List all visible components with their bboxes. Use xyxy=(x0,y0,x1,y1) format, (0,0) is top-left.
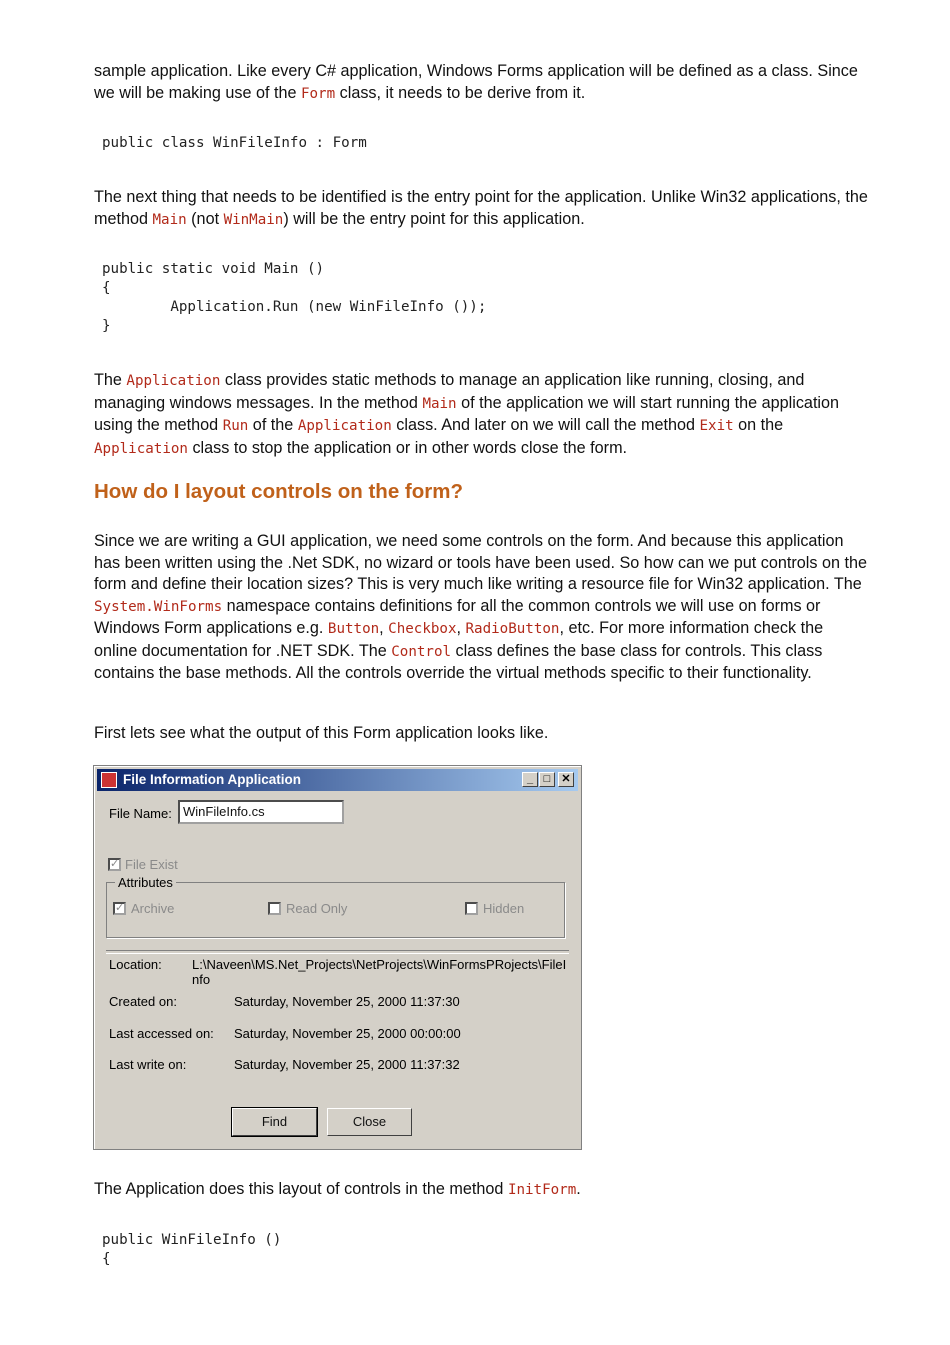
hidden-label: Hidden xyxy=(483,901,525,916)
code-inline: Main xyxy=(422,395,457,412)
read-only-label: Read Only xyxy=(286,901,348,916)
code-inline: Control xyxy=(391,643,452,660)
file-exist-checkbox[interactable]: ✓ xyxy=(110,858,120,870)
code-inline: Application xyxy=(297,418,392,434)
location-label: Location: xyxy=(109,957,162,972)
code-inline: Exit xyxy=(699,418,734,434)
code-inline: Application xyxy=(126,373,221,389)
file-name-input[interactable]: WinFileInfo.cs xyxy=(178,800,344,824)
code-inline: InitForm xyxy=(507,1182,577,1198)
code-inline: Button xyxy=(327,621,380,637)
close-icon[interactable]: ✕ xyxy=(558,772,574,787)
code-inline: System.WinForms xyxy=(94,598,223,615)
location-value: L:\Naveen\MS.Net_Projects\NetProjects\WinFormsPRojects\FileI nfo xyxy=(192,957,567,987)
file-exist-label: File Exist xyxy=(125,857,178,872)
accessed-value: Saturday, November 25, 2000 00:00:00 xyxy=(234,1026,461,1041)
code-inline: WinMain xyxy=(223,211,284,228)
code-inline: Main xyxy=(152,211,187,228)
minimize-icon[interactable]: _ xyxy=(522,772,538,787)
paragraph-application-class: The Application class provides static methods to manage an application like running, closing, and managing windows messages. In the method Main of the application we will start running the application using the method Run of the Application class. And later on we will call the method Exit on the Application class to stop the application or in other words close the form. xyxy=(94,371,840,457)
code-inline: Form xyxy=(300,85,336,102)
code-block-main: public static void Main () { Application.Run (new WinFileInfo ()); } xyxy=(102,261,487,334)
archive-label: Archive xyxy=(131,901,175,916)
app-icon xyxy=(101,772,117,788)
write-value: Saturday, November 25, 2000 11:37:32 xyxy=(234,1057,460,1072)
section-heading: How do I layout controls on the form? xyxy=(94,480,463,503)
accessed-label: Last accessed on: xyxy=(109,1026,214,1041)
paragraph-intro: sample application. Like every C# application, Windows Forms application will be defined as a class. Since we will be making use of the Form class, it needs to be derive from it. xyxy=(94,62,858,102)
file-name-label: File Name: xyxy=(109,806,172,821)
code-inline: RadioButton xyxy=(465,621,560,637)
code-block-class: public class WinFileInfo : Form xyxy=(102,135,367,151)
code-block-constructor: public WinFileInfo () { xyxy=(102,1232,282,1267)
close-button[interactable]: Close xyxy=(327,1108,412,1136)
code-inline: Application xyxy=(94,440,188,457)
archive-checkbox[interactable]: ✓ xyxy=(115,902,125,914)
title-bar xyxy=(97,769,578,791)
maximize-icon[interactable]: □ xyxy=(539,772,555,787)
form-screenshot xyxy=(93,765,582,1150)
find-button[interactable]: Find xyxy=(232,1108,317,1136)
paragraph-entry-point: The next thing that needs to be identified is the entry point for the application. Unlike Win32 applications, the method Main (not WinMain) will be the entry point for this application. xyxy=(94,188,868,228)
read-only-checkbox[interactable] xyxy=(268,902,281,915)
attributes-label: Attributes xyxy=(115,875,176,890)
separator xyxy=(106,950,569,954)
paragraph-initform: The Application does this layout of controls in the method InitForm. xyxy=(94,1180,581,1198)
paragraph-output-intro: First lets see what the output of this Form application looks like. xyxy=(94,724,549,742)
window-title: File Information Application xyxy=(123,772,301,787)
created-label: Created on: xyxy=(109,994,177,1009)
hidden-checkbox[interactable] xyxy=(465,902,478,915)
code-inline: Run xyxy=(222,418,249,434)
code-inline: Checkbox xyxy=(388,621,457,637)
paragraph-controls: Since we are writing a GUI application, we need some controls on the form. And because this application has been written using the .Net SDK, no wizard or tools have been used. So how can we put controls on the form and define their location sizes? This is very much like writing a resource file for Win32 application. The System.WinForms namespace contains definitions for all the common controls we will use on forms or Windows Form applications e.g. Button, Checkbox, RadioButton, etc. For more information check the online documentation for .NET SDK. The Control class defines the base class for controls. This class contains the base methods. All the controls override the virtual methods specific to their functionality. xyxy=(94,532,867,682)
created-value: Saturday, November 25, 2000 11:37:30 xyxy=(234,994,460,1009)
write-label: Last write on: xyxy=(109,1057,187,1072)
